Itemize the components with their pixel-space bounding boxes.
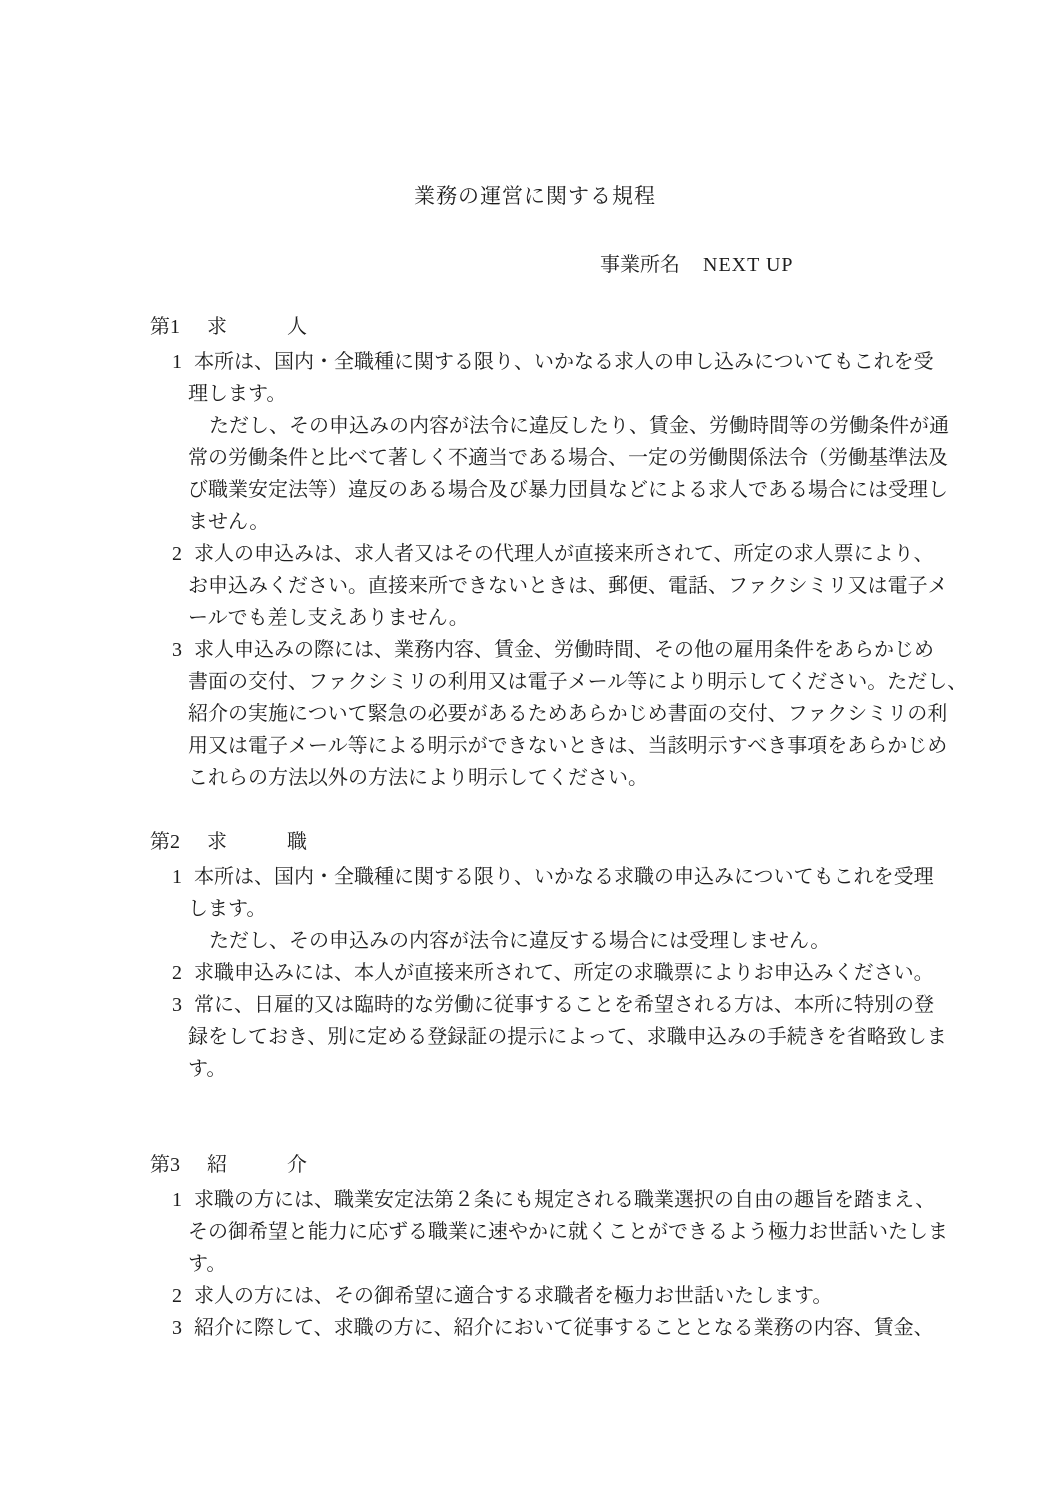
item-note-line: び職業安定法等）違反のある場合及び暴力団員などによる求人である場合には受理し <box>188 479 948 501</box>
sections-container <box>150 311 968 1344</box>
section-heading <box>150 1149 920 1181</box>
item-number: 2 <box>172 1285 182 1307</box>
item-line: これらの方法以外の方法により明示してください。 <box>188 767 648 789</box>
item-number: 1 <box>172 866 182 888</box>
item-line: 用又は電子メール等による明示ができないときは、当該明示すべき事項をあらかじめ <box>188 735 948 757</box>
item-text: 紹介に際して、求職の方に、紹介において従事することとなる業務の内容、賃金、 <box>194 1317 934 1339</box>
item-line <box>150 1184 936 1216</box>
office-name: NEXT UP <box>703 254 794 276</box>
section-title: 紹 介 <box>207 1154 307 1176</box>
item-text: 常に、日雇的又は臨時的な労働に従事することを希望される方は、本所に特別の登 <box>194 994 934 1016</box>
item-number: 3 <box>172 1317 182 1339</box>
item-note-line: 常の労働条件と比べて著しく不適当である場合、一定の労働関係法令（労働基準法及 <box>188 447 948 469</box>
item-line: その御希望と能力に応ずる職業に速やかに就くことができるよう極力お世話いたしま <box>188 1221 948 1243</box>
item-line <box>150 957 934 989</box>
item-number: 2 <box>172 962 182 984</box>
item-line: す。 <box>188 1058 227 1080</box>
section-number: 第1 <box>150 316 180 338</box>
office-label: 事業所名 <box>600 254 680 276</box>
item-text: 求職申込みには、本人が直接来所されて、所定の求職票によりお申込みください。 <box>194 962 934 984</box>
item-note-line: ただし、その申込みの内容が法令に違反する場合には受理しません。 <box>209 930 831 952</box>
item-line <box>150 1312 934 1344</box>
office-name-line <box>150 249 920 281</box>
item-number: 1 <box>172 1189 182 1211</box>
section-3 <box>150 1149 948 1344</box>
section-title: 求 職 <box>207 831 307 853</box>
item-text: 求人の方には、その御希望に適合する求職者を極力お世話いたします。 <box>194 1285 833 1307</box>
document-content <box>150 180 968 1344</box>
page-title: 業務の運営に関する規程 <box>414 184 656 208</box>
item-note-line: ません。 <box>188 511 270 533</box>
item-line <box>150 989 934 1021</box>
item-number: 2 <box>172 543 182 565</box>
section-heading <box>150 311 920 343</box>
item-line: 録をしておき、別に定める登録証の提示によって、求職申込みの手続きを省略致しま <box>188 1026 947 1048</box>
item-line: 書面の交付、ファクシミリの利用又は電子メール等により明示してください。ただし、 <box>188 671 968 693</box>
item-text: 本所は、国内・全職種に関する限り、いかなる求人の申し込みについてもこれを受 <box>194 351 934 373</box>
item-text: 求人申込みの際には、業務内容、賃金、労働時間、その他の雇用条件をあらかじめ <box>194 639 934 661</box>
item-number: 3 <box>172 639 182 661</box>
item-line: ールでも差し支えありません。 <box>188 607 469 629</box>
item-line <box>150 861 934 893</box>
section-number: 第3 <box>150 1154 180 1176</box>
section-heading <box>150 826 920 858</box>
item-line: す。 <box>188 1253 227 1275</box>
item-text: 求人の申込みは、求人者又はその代理人が直接来所されて、所定の求人票により、 <box>194 543 934 565</box>
item-line <box>150 538 934 570</box>
item-line: お申込みください。直接来所できないときは、郵便、電話、ファクシミリ又は電子メ <box>188 575 948 597</box>
section-number: 第2 <box>150 831 180 853</box>
item-line: 理します。 <box>188 383 287 405</box>
section-1 <box>150 311 968 794</box>
item-text: 求職の方には、職業安定法第２条にも規定される職業選択の自由の趣旨を踏まえ、 <box>194 1189 936 1211</box>
section-title: 求 人 <box>207 316 307 338</box>
item-number: 3 <box>172 994 182 1016</box>
section-2 <box>150 826 947 1085</box>
item-line: 紹介の実施について緊急の必要があるためあらかじめ書面の交付、ファクシミリの利 <box>188 703 948 725</box>
item-note-line: ただし、その申込みの内容が法令に違反したり、賃金、労働時間等の労働条件が通 <box>209 415 949 437</box>
item-line: します。 <box>188 898 267 920</box>
item-line <box>150 1280 920 1312</box>
item-line <box>150 346 934 378</box>
item-number: 1 <box>172 351 182 373</box>
item-line <box>150 634 934 666</box>
item-text: 本所は、国内・全職種に関する限り、いかなる求職の申込みについてもこれを受理 <box>194 866 934 888</box>
